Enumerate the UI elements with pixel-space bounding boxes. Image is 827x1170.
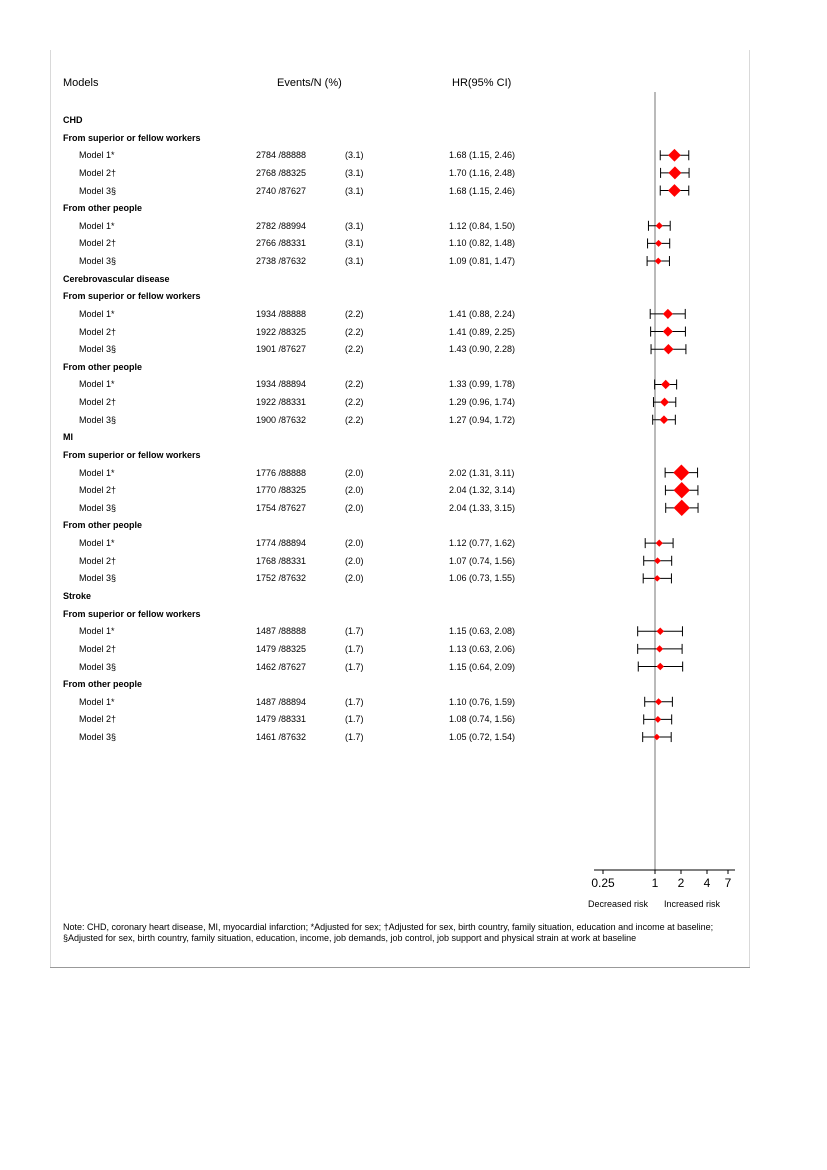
model-label: Model 1* <box>79 626 115 637</box>
hr-point-marker <box>661 380 670 389</box>
percent-value: (3.1) <box>345 238 364 249</box>
hr-ci-value: 1.10 (0.82, 1.48) <box>449 238 516 249</box>
percent-value: (2.2) <box>345 379 364 390</box>
percent-value: (2.2) <box>345 344 364 355</box>
x-axis-label-decreased: Decreased risk <box>587 899 649 909</box>
hr-ci-value: 1.06 (0.73, 1.55) <box>449 573 516 584</box>
hr-point-marker <box>668 149 681 162</box>
hr-ci-value: 1.15 (0.63, 2.08) <box>449 626 516 637</box>
model-label: Model 2† <box>79 326 117 337</box>
events-value: 1774 /88894 <box>256 538 307 549</box>
percent-value: (1.7) <box>345 696 364 707</box>
percent-value: (2.0) <box>345 485 364 496</box>
hr-ci-value: 1.13 (0.63, 2.06) <box>449 643 516 654</box>
events-value: 1479 /88331 <box>256 714 307 725</box>
hr-point-marker <box>674 500 690 516</box>
hr-point-marker <box>663 344 673 354</box>
hr-point-marker <box>655 240 662 247</box>
x-tick-label: 4 <box>703 876 711 890</box>
hr-ci-value: 2.04 (1.33, 3.15) <box>449 502 516 513</box>
hr-ci-value: 1.70 (1.16, 2.48) <box>449 167 516 178</box>
group-label: From superior or fellow workers <box>63 291 201 302</box>
hr-ci-value: 1.15 (0.64, 2.09) <box>449 661 516 672</box>
group-label: From superior or fellow workers <box>63 608 201 619</box>
hr-point-marker <box>656 540 663 547</box>
model-label: Model 2† <box>79 397 117 408</box>
model-label: Model 3§ <box>79 185 117 196</box>
hr-ci-value: 1.29 (0.96, 1.74) <box>449 397 516 408</box>
header-hr: HR(95% CI) <box>452 77 512 89</box>
group-label: From superior or fellow workers <box>63 132 201 143</box>
events-value: 2784 /88888 <box>256 150 307 161</box>
hr-ci-value: 1.43 (0.90, 2.28) <box>449 344 516 355</box>
events-value: 2738 /87632 <box>256 256 307 267</box>
section-label: Cerebrovascular disease <box>63 273 170 284</box>
header-models: Models <box>63 77 99 89</box>
events-value: 1934 /88888 <box>256 308 307 319</box>
hr-point-marker <box>674 482 690 498</box>
hr-point-marker <box>656 663 664 671</box>
group-label: From other people <box>63 203 143 214</box>
events-value: 1768 /88331 <box>256 555 307 566</box>
hr-point-marker <box>668 166 681 179</box>
section-label: CHD <box>63 115 83 125</box>
model-label: Model 1* <box>79 538 115 549</box>
model-label: Model 3§ <box>79 732 117 743</box>
model-label: Model 2† <box>79 485 117 496</box>
events-value: 1487 /88888 <box>256 626 307 637</box>
hr-point-marker <box>660 415 669 424</box>
hr-ci-value: 1.12 (0.77, 1.62) <box>449 538 516 549</box>
x-axis-label-increased: Increased risk <box>663 899 721 909</box>
events-value: 1922 /88325 <box>256 326 307 337</box>
hr-ci-value: 1.68 (1.15, 2.46) <box>449 150 516 161</box>
hr-ci-value: 1.07 (0.74, 1.56) <box>449 555 516 566</box>
events-value: 2768 /88325 <box>256 167 307 178</box>
model-label: Model 3§ <box>79 573 117 584</box>
events-value: 1461 /87632 <box>256 732 307 743</box>
events-value: 1934 /88894 <box>256 379 307 390</box>
hr-ci-value: 1.68 (1.15, 2.46) <box>449 185 516 196</box>
percent-value: (2.2) <box>345 397 364 408</box>
model-label: Model 1* <box>79 467 115 478</box>
percent-value: (3.1) <box>345 256 364 267</box>
percent-value: (3.1) <box>345 185 364 196</box>
model-label: Model 1* <box>79 308 115 319</box>
model-label: Model 2† <box>79 167 117 178</box>
hr-ci-value: 1.41 (0.89, 2.25) <box>449 326 516 337</box>
model-label: Model 1* <box>79 150 115 161</box>
percent-value: (3.1) <box>345 150 364 161</box>
percent-value: (1.7) <box>345 661 364 672</box>
hr-point-marker <box>673 465 689 481</box>
events-value: 2782 /88994 <box>256 220 307 231</box>
events-value: 1754 /87627 <box>256 502 307 513</box>
hr-point-marker <box>668 184 681 197</box>
hr-ci-value: 1.05 (0.72, 1.54) <box>449 732 516 743</box>
events-value: 1462 /87627 <box>256 661 307 672</box>
percent-value: (1.7) <box>345 714 364 725</box>
model-label: Model 2† <box>79 714 117 725</box>
hr-ci-value: 1.10 (0.76, 1.59) <box>449 696 516 707</box>
hr-ci-value: 2.04 (1.32, 3.14) <box>449 485 516 496</box>
model-label: Model 3§ <box>79 502 117 513</box>
events-value: 1776 /88888 <box>256 467 307 478</box>
hr-point-marker <box>663 309 673 319</box>
hr-ci-value: 1.41 (0.88, 2.24) <box>449 308 516 319</box>
model-label: Model 1* <box>79 379 115 390</box>
hr-point-marker <box>656 628 664 636</box>
percent-value: (2.0) <box>345 555 364 566</box>
hr-point-marker <box>655 258 662 265</box>
group-label: From other people <box>63 679 143 690</box>
x-tick-label: 7 <box>724 876 732 890</box>
percent-value: (2.2) <box>345 414 364 425</box>
hr-point-marker <box>655 698 662 705</box>
group-label: From other people <box>63 361 143 372</box>
events-value: 1479 /88325 <box>256 643 307 654</box>
hr-point-marker <box>656 645 663 652</box>
model-label: Model 2† <box>79 643 117 654</box>
events-value: 1770 /88325 <box>256 485 307 496</box>
percent-value: (3.1) <box>345 167 364 178</box>
x-tick-label: 0.25 <box>591 876 615 890</box>
hr-ci-value: 1.08 (0.74, 1.56) <box>449 714 516 725</box>
model-label: Model 3§ <box>79 344 117 355</box>
hr-ci-value: 1.09 (0.81, 1.47) <box>449 256 516 267</box>
hr-point-marker <box>656 222 663 229</box>
model-label: Model 2† <box>79 555 117 566</box>
hr-ci-value: 1.27 (0.94, 1.72) <box>449 414 516 425</box>
model-label: Model 1* <box>79 696 115 707</box>
group-label: From superior or fellow workers <box>63 449 201 460</box>
x-tick-label: 2 <box>677 876 685 890</box>
events-value: 2766 /88331 <box>256 238 307 249</box>
header-events: Events/N (%) <box>277 77 342 89</box>
percent-value: (2.2) <box>345 308 364 319</box>
hr-ci-value: 2.02 (1.31, 3.11) <box>449 467 515 478</box>
hr-ci-value: 1.33 (0.99, 1.78) <box>449 379 516 390</box>
percent-value: (2.0) <box>345 502 364 513</box>
section-label: MI <box>63 432 73 443</box>
events-value: 1487 /88894 <box>256 696 307 707</box>
events-value: 1901 /87627 <box>256 344 307 355</box>
percent-value: (2.0) <box>345 573 364 584</box>
section-label: Stroke <box>63 591 92 601</box>
events-value: 1752 /87632 <box>256 573 307 584</box>
hr-ci-value: 1.12 (0.84, 1.50) <box>449 220 516 231</box>
percent-value: (2.0) <box>345 538 364 549</box>
events-value: 1922 /88331 <box>256 397 307 408</box>
x-tick-label: 1 <box>651 876 659 890</box>
model-label: Model 3§ <box>79 661 117 672</box>
percent-value: (1.7) <box>345 643 364 654</box>
model-label: Model 3§ <box>79 256 117 267</box>
model-label: Model 2† <box>79 238 117 249</box>
events-value: 1900 /87632 <box>256 414 307 425</box>
footnote: Note: CHD, coronary heart disease, MI, myocardial infarction; *Adjusted for sex; †Adjusted for sex, birth country, family situation, education and income at baseline; §Adjusted for sex, birth country, family situation, education, income, job demands, job control, job support and physical strain at work at baseline <box>63 922 714 943</box>
hr-point-marker <box>663 327 673 337</box>
percent-value: (1.7) <box>345 732 364 743</box>
group-label: From other people <box>63 520 143 531</box>
events-value: 2740 /87627 <box>256 185 307 196</box>
percent-value: (2.0) <box>345 467 364 478</box>
model-label: Model 3§ <box>79 414 117 425</box>
percent-value: (3.1) <box>345 220 364 231</box>
percent-value: (1.7) <box>345 626 364 637</box>
hr-point-marker <box>660 398 669 407</box>
percent-value: (2.2) <box>345 326 364 337</box>
model-label: Model 1* <box>79 220 115 231</box>
